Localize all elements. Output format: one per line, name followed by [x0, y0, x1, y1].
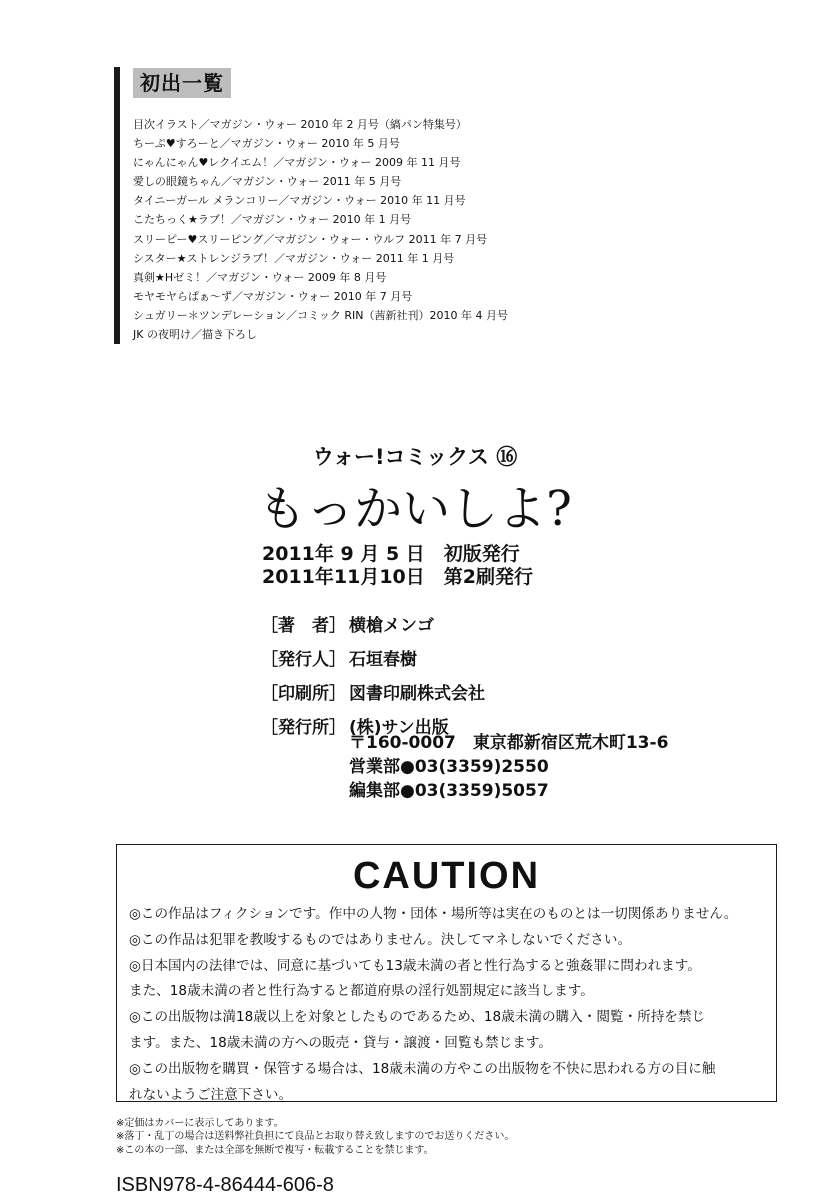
caution-box	[116, 844, 777, 1102]
second-printing-date: 2011年11月10日 第2刷発行	[262, 566, 533, 588]
credit-label: ［発行所］	[261, 717, 346, 738]
caution-line: ◎この作品は犯罪を教唆するものではありません。決してマネしないでください。	[129, 931, 632, 948]
caution-line: ◎この出版物を購買・保管する場合は、18歳未満の方やこの出版物を不快に思われる方の目に触	[129, 1060, 716, 1077]
footnote: ※定価はカバーに表示してあります。	[116, 1118, 284, 1129]
caution-line: れないようご注意下さい。	[129, 1086, 293, 1103]
footnote: ※落丁・乱丁の場合は送料弊社負担にて良品とお取り替え致しますのでお送りください。	[116, 1131, 515, 1143]
postal-address: 〒160-0007 東京都新宿区荒木町13-6	[349, 733, 669, 753]
list-item: タイニーガール メランコリー／マガジン・ウォー 2010 年 11 月号	[133, 194, 466, 208]
credit-row-printer	[261, 674, 485, 708]
caution-title: CAUTION	[352, 855, 541, 897]
publisher-address	[349, 731, 668, 803]
editorial-phone: 編集部●03(3359)5057	[349, 781, 549, 801]
credit-value: 横槍メンゴ	[349, 615, 434, 636]
credit-label: ［発行人］	[261, 649, 346, 670]
footnotes	[116, 1117, 514, 1157]
list-item: にゃんにゃん♥レクイエム！／マガジン・ウォー 2009 年 11 月号	[133, 156, 461, 170]
caution-line: また、18歳未満の者と性行為すると都道府県の淫行処罰規定に該当します。	[129, 983, 594, 1000]
list-item: ちーぷ♥すろーと／マガジン・ウォー 2010 年 5 月号	[133, 137, 400, 151]
credits-block	[261, 606, 485, 742]
credit-value: 図書印刷株式会社	[349, 683, 485, 704]
credit-label: ［印刷所］	[261, 683, 346, 704]
first-edition-date: 2011年 9 月 5 日 初版発行	[262, 543, 520, 565]
caution-line: ◎この作品はフィクションです。作中の人物・団体・場所等は実在のものとは一切関係ありません。	[129, 906, 738, 922]
series-label: ウォー!コミックス ⑯	[312, 445, 518, 469]
first-appearance-list	[133, 115, 508, 344]
list-item: 目次イラスト／マガジン・ウォー 2010 年 2 月号（縞パン特集号）	[133, 118, 467, 131]
first-appearance-heading: 初出一覧	[133, 68, 231, 98]
credit-label: ［著 者］	[261, 615, 346, 636]
caution-line: ◎この出版物は満18歳以上を対象としたものであるため、18歳未満の購入・閲覧・所持を禁じ	[129, 1009, 706, 1026]
isbn-number: ISBN978-4-86444-606-8	[116, 1174, 334, 1196]
list-item: モヤモヤらぱぁ〜ず／マガジン・ウォー 2010 年 7 月号	[133, 289, 413, 303]
credit-row-author	[261, 606, 485, 640]
list-item: スリーピー♥スリーピング／マガジン・ウォー・ウルフ 2011 年 7 月号	[133, 232, 488, 246]
publication-dates	[262, 543, 533, 589]
list-item: シスター★ストレンジラブ！／マガジン・ウォー 2011 年 1 月号	[133, 251, 455, 265]
list-item: JK の夜明け／描き下ろし	[133, 328, 257, 342]
book-title: もっかいしよ?	[258, 481, 572, 537]
credit-value: (株)サン出版	[349, 717, 449, 738]
footnote: ※この本の一部、または全部を無断で複写・転載することを禁じます。	[116, 1144, 434, 1156]
caution-text	[129, 902, 737, 1108]
section-marker-bar	[114, 67, 120, 344]
credit-row-publisher-person	[261, 640, 485, 674]
sales-phone: 営業部●03(3359)2550	[349, 757, 549, 777]
list-item: こたちっく★ラブ！／マガジン・ウォー 2010 年 1 月号	[133, 213, 412, 227]
list-item: シュガリー＊ツンデレーション／コミック RIN（茜新社刊）2010 年 4 月号	[133, 308, 508, 322]
credit-value: 石垣春樹	[349, 649, 417, 670]
list-item: 愛しの眼鏡ちゃん／マガジン・ウォー 2011 年 5 月号	[133, 175, 402, 189]
caution-line: ます。また、18歳未満の方への販売・貸与・譲渡・回覧も禁じます。	[129, 1034, 552, 1051]
list-item: 真剣★Hゼミ！／マガジン・ウォー 2009 年 8 月号	[133, 270, 387, 284]
caution-line: ◎日本国内の法律では、同意に基づいても13歳未満の者と性行為すると強姦罪に問われます。	[129, 957, 701, 974]
